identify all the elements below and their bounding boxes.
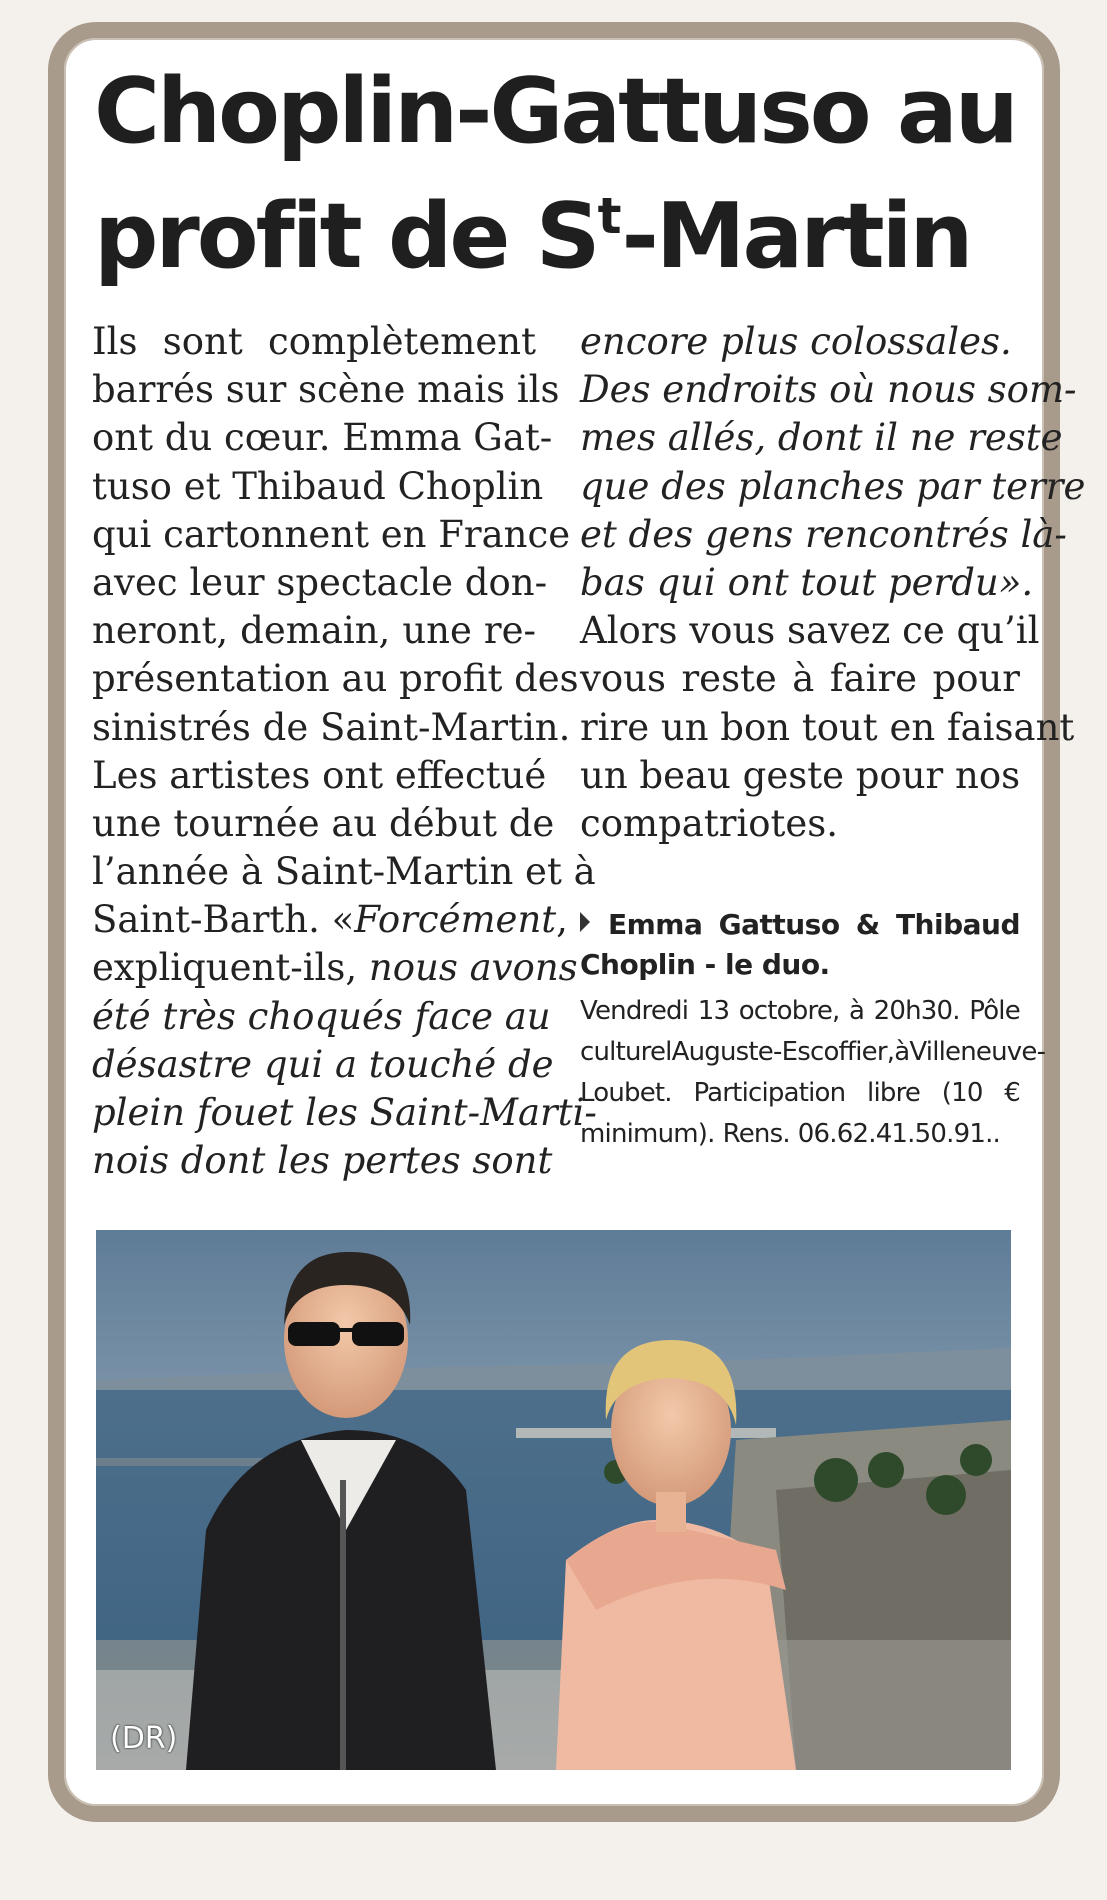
event-details-word: € (1004, 1078, 1020, 1108)
right-column-italic-line: que des planches par terre (580, 464, 1086, 508)
event-title-word: Gattuso (718, 908, 840, 941)
event-details-word: Loubet. (580, 1078, 672, 1108)
left-column-line: neront, demain, une re- (92, 609, 536, 653)
left-column-line: présentation au profit des (92, 657, 579, 701)
headline-line-2-end: -Martin (621, 184, 971, 289)
headline-line-2 (94, 164, 1024, 289)
left-column-italic-line: plein fouet les Saint-Marti- (92, 1091, 597, 1134)
right-column-italic-line: et des gens rencontrés là- (580, 512, 1067, 556)
headline-superscript: t (597, 187, 622, 245)
left-column-italic-line: désastre qui a touché de (92, 1042, 554, 1086)
event-details-word: 13 (697, 996, 730, 1026)
left-column-line: Ils sont complètement (92, 320, 536, 363)
left-column-line: Les artistes ont effectué (92, 753, 547, 797)
event-details-word: Villeneuve- (909, 1037, 1046, 1067)
event-title-line-2: Choplin - le duo. (580, 948, 830, 981)
text-span: expliquent-ils, (92, 946, 369, 990)
right-column-line: un beau geste pour nos (580, 753, 1021, 797)
event-info (580, 905, 1046, 1155)
event-details-word: Rens. (722, 1119, 790, 1149)
event-details-line (580, 1073, 1020, 1114)
left-column (92, 318, 597, 1185)
left-column-line: avec leur spectacle don- (92, 560, 548, 604)
left-column-line: barrés sur scène mais ils (92, 368, 560, 412)
event-details-word: à (894, 1037, 910, 1067)
left-column-italic-line: nois dont les pertes sont (92, 1139, 553, 1183)
photo-illustration (96, 1230, 1011, 1770)
right-column-line: Alors vous savez ce qu’il (580, 609, 1040, 653)
headline (94, 60, 1024, 289)
event-details-word: Participation (693, 1078, 846, 1108)
event-title (580, 905, 1020, 985)
triangle-bullet-icon (580, 912, 590, 932)
left-column-line: qui cartonnent en France (92, 512, 571, 556)
article-photo (96, 1230, 1011, 1770)
right-column-italic-line: Des endroits où nous som- (580, 368, 1077, 412)
right-column-italic-line: mes allés, dont il ne reste (580, 416, 1063, 460)
right-column-italic-line: encore plus colossales. (580, 320, 1012, 363)
event-title-first (580, 905, 702, 945)
event-details-word: minimum). (580, 1119, 715, 1149)
right-column-italic-line: bas qui ont tout perdu». (580, 560, 1034, 604)
left-line-14 (92, 944, 578, 992)
event-details-word: 20h30. (873, 996, 960, 1026)
left-column-line: l’année à Saint-Martin et à (92, 850, 596, 894)
event-details-word: 06.62.41.50.91.. (797, 1119, 1001, 1149)
event-details-line (580, 1032, 1046, 1073)
photo-credit: (DR) (110, 1721, 178, 1756)
event-details-word: à (848, 996, 865, 1026)
event-details (580, 991, 1046, 1155)
right-column-line: rire un bon tout en faisant (580, 705, 1075, 749)
event-details-word: octobre, (738, 996, 840, 1026)
left-column-line: ont du cœur. Emma Gat- (92, 416, 553, 460)
headline-line-2-start: profit de S (94, 184, 598, 289)
event-title-line-1 (580, 905, 1020, 945)
event-details-word: libre (867, 1078, 921, 1108)
event-details-word: (10 (941, 1078, 983, 1108)
event-details-line (580, 991, 1020, 1032)
event-title-word: Thibaud (895, 908, 1020, 941)
text-span: Saint-Barth. « (92, 898, 355, 942)
text-span: , (556, 898, 568, 942)
text-span-italic: nous avons (368, 946, 578, 990)
left-column-line: tuso et Thibaud Choplin (92, 464, 544, 508)
event-details-line (580, 1114, 1020, 1155)
event-details-word: Pôle (969, 996, 1020, 1026)
left-column-line: une tournée au début de (92, 801, 555, 845)
right-column-line: vous reste à faire pour (580, 657, 1020, 701)
event-details-word: Auguste-Escoffier, (671, 1037, 895, 1067)
event-details-word: culturel (580, 1037, 672, 1067)
event-details-word: Vendredi (580, 996, 689, 1026)
event-title-word: & (855, 908, 880, 941)
left-column-line: sinistrés de Saint-Martin. (92, 705, 571, 749)
text-span-italic: Forcément (354, 898, 557, 942)
right-column (580, 318, 1086, 848)
right-column-line: compatriotes. (580, 801, 839, 845)
left-column-italic-line: été très choqués face au (92, 994, 551, 1038)
event-title-word: Emma (608, 908, 703, 941)
left-line-13 (92, 896, 568, 944)
headline-line-1: Choplin-Gattuso au (94, 59, 1016, 164)
